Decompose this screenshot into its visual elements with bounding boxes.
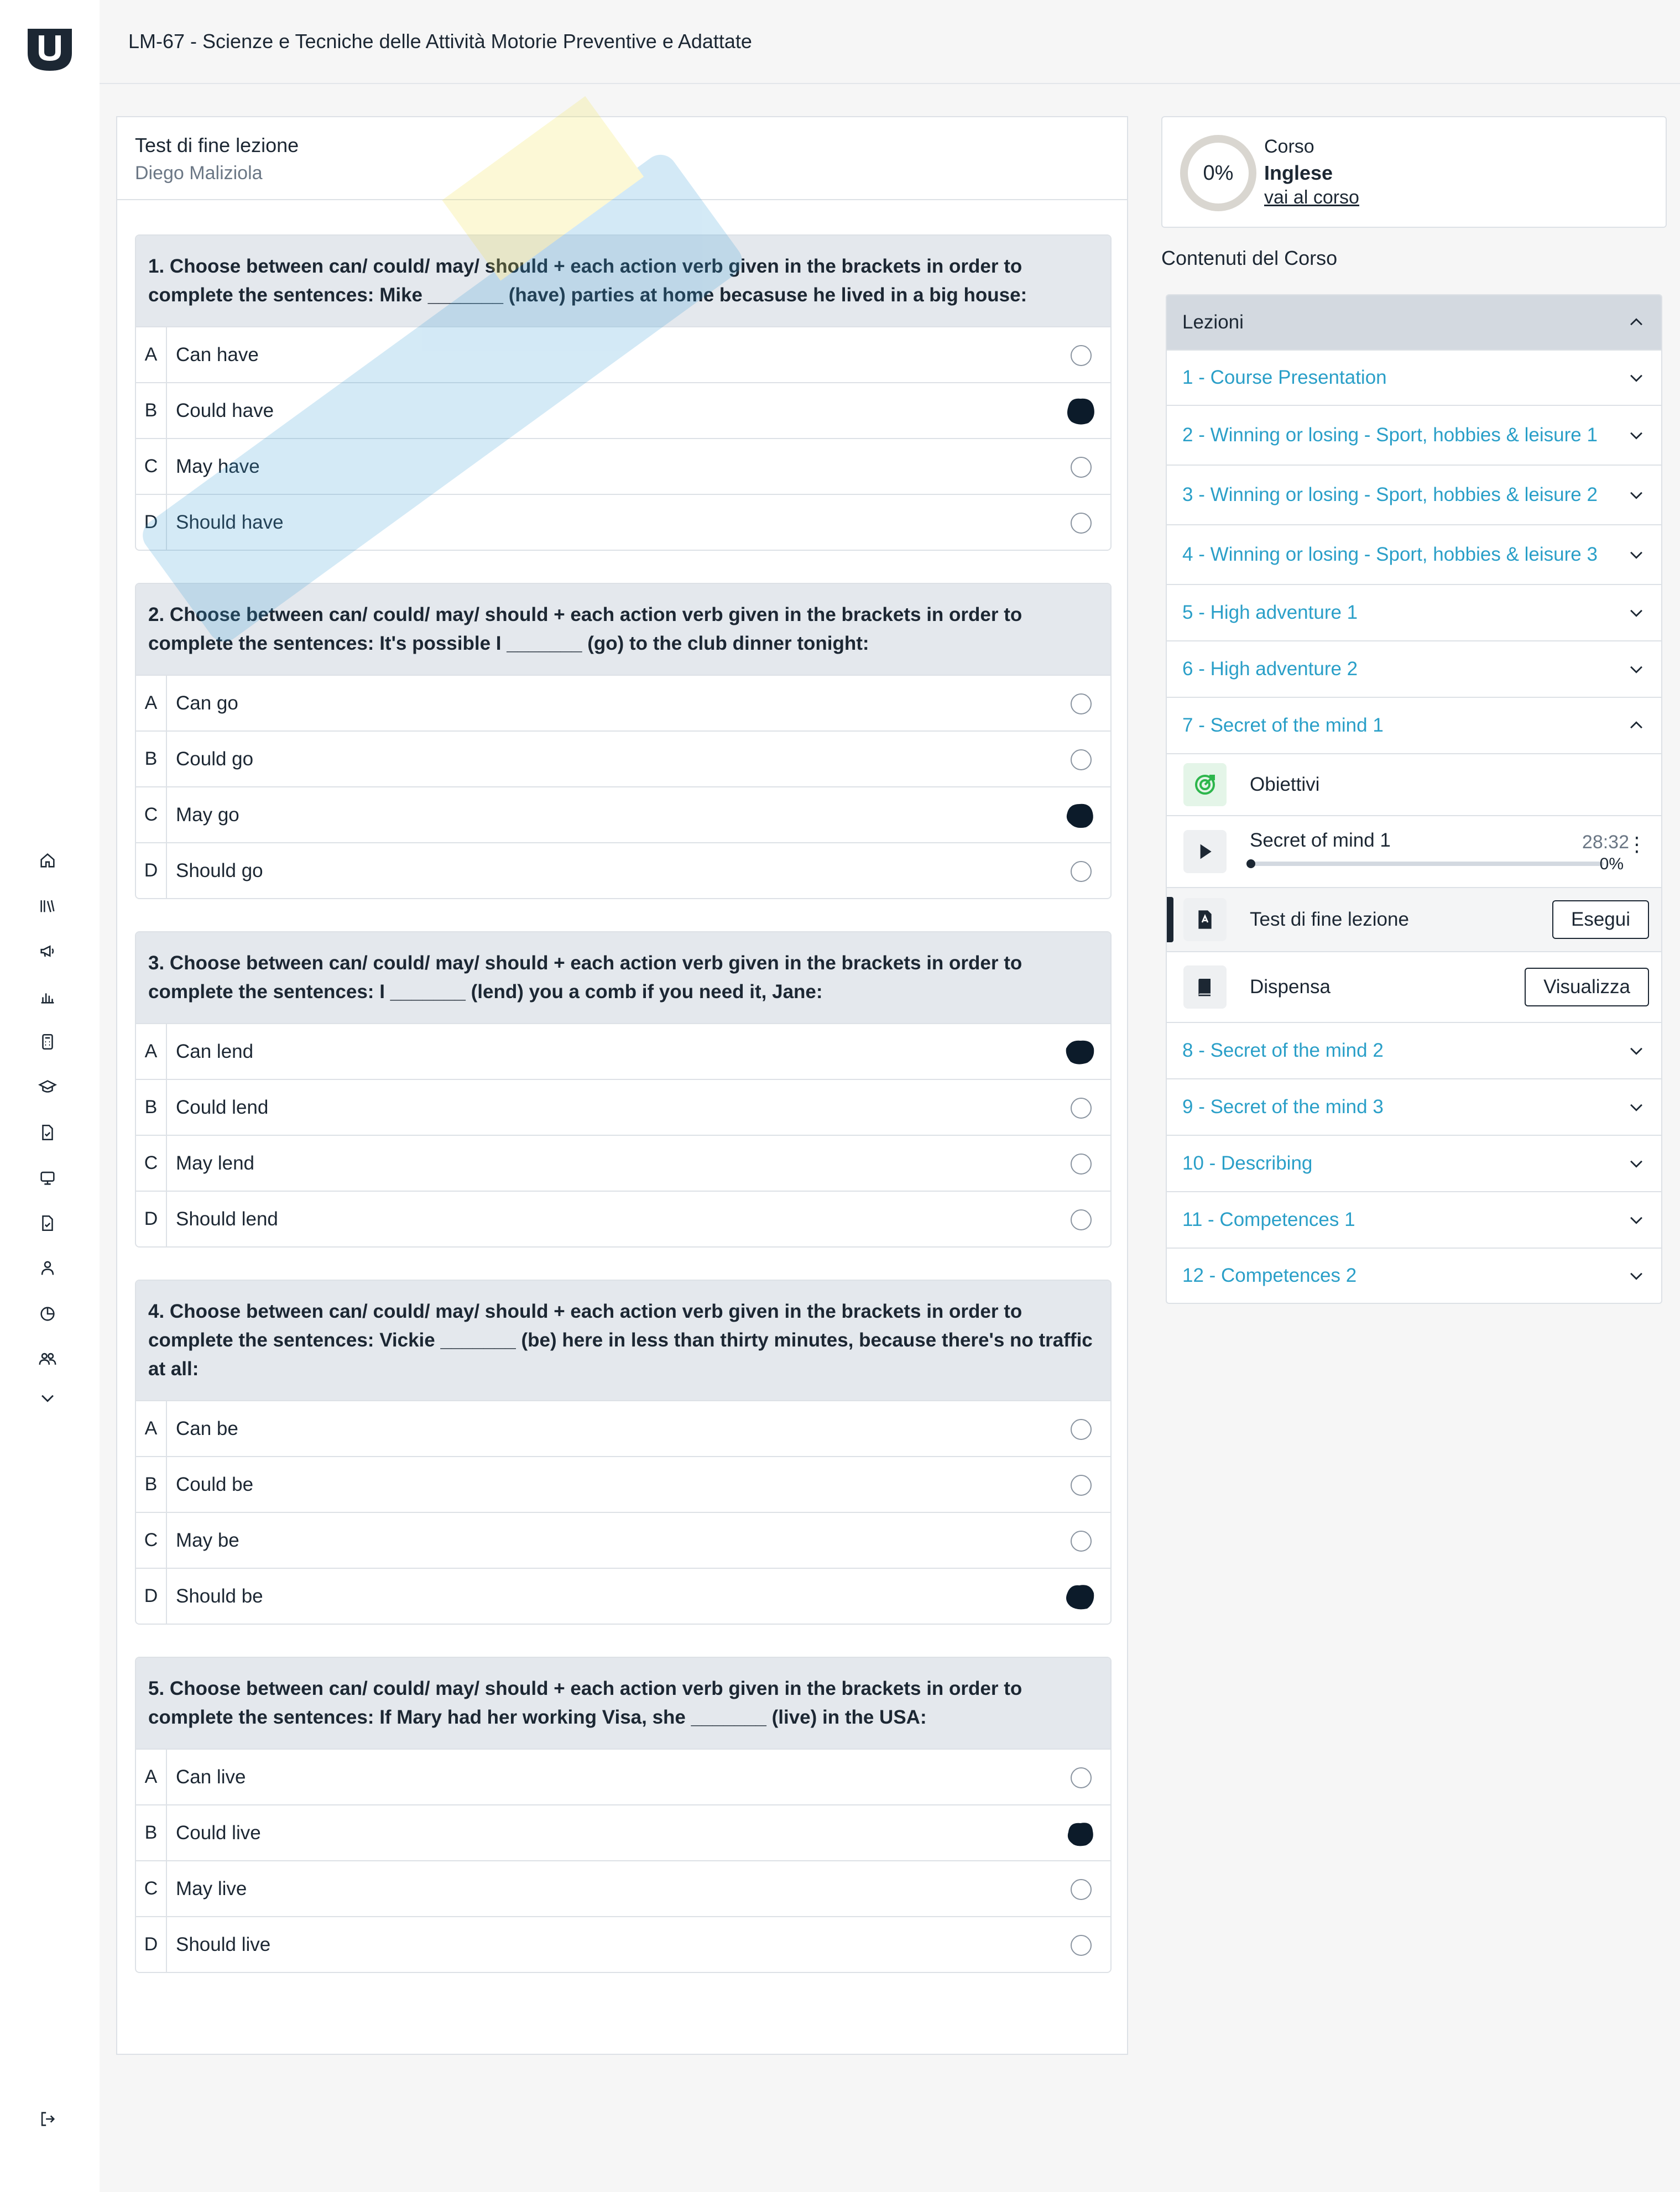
lesson-label: 4 - Winning or losing - Sport, hobbies & leisure 3 — [1182, 544, 1598, 565]
radio-button[interactable] — [1071, 345, 1092, 366]
lesson-item[interactable] — [1167, 1191, 1661, 1248]
lessons-header-label: Lezioni — [1182, 311, 1244, 333]
chevron-down-icon — [1627, 486, 1646, 504]
video-progress-track[interactable] — [1250, 862, 1604, 866]
lesson-label: 8 - Secret of the mind 2 — [1182, 1040, 1384, 1061]
option-d[interactable] — [136, 494, 1110, 550]
home-icon[interactable] — [36, 849, 59, 871]
group-icon[interactable] — [36, 1348, 59, 1370]
test-title: Test di fine lezione — [135, 134, 299, 156]
lesson-label: 10 - Describing — [1182, 1152, 1313, 1174]
option-a[interactable] — [136, 675, 1110, 730]
radio-button[interactable] — [1071, 1879, 1092, 1900]
option-label: Could live — [176, 1822, 261, 1844]
option-label: Can live — [176, 1766, 246, 1788]
option-letter: B — [136, 383, 167, 438]
progress-percent: 0% — [1203, 161, 1234, 185]
option-letter: C — [136, 439, 167, 494]
lesson-label: 9 - Secret of the mind 3 — [1182, 1096, 1384, 1118]
stats-icon[interactable] — [36, 985, 59, 1008]
option-letter: B — [136, 1805, 167, 1860]
question-text: 1. Choose between can/ could/ may/ should + each action verb given in the brackets in order to complete the sentences: Mike _______ (have) parties at home becasuse he lived in a big house: — [136, 236, 1110, 326]
option-label: Should be — [176, 1585, 263, 1607]
chevron-up-icon — [1627, 716, 1646, 735]
option-letter: C — [136, 1136, 167, 1191]
option-b[interactable] — [136, 382, 1110, 438]
option-label: May live — [176, 1877, 247, 1899]
option-d[interactable] — [136, 1568, 1110, 1624]
chevron-down-icon — [1627, 1266, 1646, 1285]
monitor-icon[interactable] — [36, 1167, 59, 1189]
radio-button[interactable] — [1071, 1098, 1092, 1119]
quiz-document-icon — [1183, 898, 1227, 941]
test-label: Test di fine lezione — [1250, 909, 1409, 930]
lesson-item[interactable] — [1167, 1078, 1661, 1135]
option-letter: A — [136, 1750, 167, 1804]
megaphone-icon[interactable] — [36, 940, 59, 962]
radio-button[interactable] — [1071, 1767, 1092, 1788]
question-text: 3. Choose between can/ could/ may/ should + each action verb given in the brackets in order to complete the sentences: I _______ (lend) you a comb if you need it, Jane: — [136, 932, 1110, 1023]
video-progress-handle[interactable] — [1246, 859, 1255, 868]
option-c[interactable] — [136, 786, 1110, 842]
calculator-icon[interactable] — [36, 1031, 59, 1053]
option-label: May go — [176, 803, 239, 826]
radio-selected-mark[interactable] — [1064, 1818, 1096, 1849]
chevron-down-icon — [1627, 1154, 1646, 1173]
lesson-item[interactable] — [1167, 524, 1661, 584]
option-b[interactable] — [136, 730, 1110, 786]
option-label: Should lend — [176, 1208, 278, 1230]
video-label: Secret of mind 1 — [1250, 829, 1391, 851]
handout-label: Dispensa — [1250, 976, 1331, 998]
chevron-down-icon — [1627, 545, 1646, 564]
option-c[interactable] — [136, 438, 1110, 494]
university-logo[interactable] — [24, 25, 75, 74]
option-label: Could lend — [176, 1096, 269, 1118]
course-kicker: Corso — [1264, 136, 1314, 157]
question-2 — [135, 583, 1112, 899]
chevron-down-icon — [1627, 368, 1646, 387]
option-label: Can go — [176, 692, 238, 714]
objectives-label: Obiettivi — [1250, 774, 1320, 795]
kebab-menu-icon[interactable]: ⋮ — [1627, 833, 1647, 855]
course-name: Inglese — [1264, 161, 1333, 184]
video-progress-percent: 0% — [1599, 855, 1624, 873]
option-letter: C — [136, 787, 167, 842]
run-test-button[interactable]: Esegui — [1552, 900, 1649, 939]
option-label: May lend — [176, 1152, 255, 1174]
radio-button[interactable] — [1071, 1531, 1092, 1552]
option-d[interactable] — [136, 1916, 1110, 1972]
lesson-item[interactable] — [1167, 349, 1661, 405]
option-d[interactable] — [136, 1191, 1110, 1246]
sidebar — [0, 0, 100, 2192]
test-card — [116, 116, 1128, 2055]
user-icon[interactable] — [36, 1257, 59, 1280]
radio-button[interactable] — [1071, 513, 1092, 534]
option-label: Should live — [176, 1933, 271, 1955]
question-5 — [135, 1657, 1112, 1973]
logout-icon[interactable] — [36, 2108, 59, 2130]
pie-chart-icon[interactable] — [36, 1303, 59, 1325]
question-4 — [135, 1280, 1112, 1625]
option-letter: A — [136, 327, 167, 382]
option-b[interactable] — [136, 1456, 1110, 1512]
lesson-label: 5 - High adventure 1 — [1182, 602, 1358, 623]
lessons-header[interactable] — [1167, 295, 1661, 349]
option-letter: B — [136, 732, 167, 786]
lesson-label: 6 - High adventure 2 — [1182, 658, 1358, 680]
option-label: Could have — [176, 399, 274, 421]
radio-button[interactable] — [1071, 861, 1092, 882]
chevron-up-icon — [1627, 313, 1646, 332]
option-label: Can be — [176, 1417, 238, 1439]
option-c[interactable] — [136, 1512, 1110, 1568]
option-b[interactable] — [136, 1079, 1110, 1135]
question-1 — [135, 234, 1112, 551]
video-duration: 28:32 — [1582, 832, 1629, 853]
option-a[interactable] — [136, 326, 1110, 382]
option-c[interactable] — [136, 1135, 1110, 1191]
option-label: Should go — [176, 859, 263, 881]
lessons-accordion — [1166, 294, 1662, 1304]
option-letter: D — [136, 495, 167, 550]
chevron-down-icon[interactable] — [36, 1387, 59, 1409]
chevron-down-icon — [1627, 1210, 1646, 1229]
graduation-cap-icon[interactable] — [36, 1076, 59, 1098]
question-text: 2. Choose between can/ could/ may/ should + each action verb given in the brackets in order to complete the sentences: It's possible I _______ (go) to the club dinner tonight: — [136, 584, 1110, 675]
play-icon[interactable] — [1183, 830, 1227, 873]
test-author: Diego Maliziola — [135, 163, 263, 184]
course-card — [1161, 116, 1667, 228]
video-item[interactable] — [1167, 815, 1661, 887]
lesson-item[interactable] — [1167, 584, 1661, 640]
option-letter: A — [136, 1401, 167, 1456]
question-3 — [135, 931, 1112, 1248]
lesson-item[interactable] — [1167, 640, 1661, 697]
option-letter: A — [136, 1024, 167, 1079]
radio-button[interactable] — [1071, 1475, 1092, 1496]
degree-title: LM-67 - Scienze e Tecniche delle Attività Motorie Preventive e Adattate — [128, 30, 752, 53]
option-label: May be — [176, 1529, 239, 1551]
option-label: Can have — [176, 343, 259, 366]
radio-selected-mark[interactable] — [1064, 1581, 1096, 1612]
lesson-item[interactable] — [1167, 1248, 1661, 1303]
option-letter: C — [136, 1513, 167, 1568]
radio-button[interactable] — [1071, 1935, 1092, 1956]
top-header — [100, 0, 1680, 84]
option-letter: D — [136, 1569, 167, 1624]
radio-button[interactable] — [1071, 693, 1092, 714]
chevron-down-icon — [1627, 426, 1646, 445]
option-label: Could be — [176, 1473, 254, 1495]
option-label: May have — [176, 455, 260, 477]
option-label: Can lend — [176, 1040, 254, 1062]
chevron-down-icon — [1627, 1041, 1646, 1060]
question-text: 5. Choose between can/ could/ may/ should + each action verb given in the brackets in order to complete the sentences: If Mary had her working Visa, she _______ (live) in the USA: — [136, 1658, 1110, 1749]
view-handout-button[interactable]: Visualizza — [1525, 968, 1649, 1006]
lesson-label: 11 - Competences 1 — [1182, 1209, 1355, 1230]
target-icon — [1183, 763, 1227, 806]
option-a[interactable] — [136, 1023, 1110, 1079]
option-a[interactable] — [136, 1400, 1110, 1456]
library-icon[interactable] — [36, 895, 59, 917]
option-letter: A — [136, 676, 167, 730]
document-check-icon[interactable] — [36, 1121, 59, 1144]
chevron-down-icon — [1627, 660, 1646, 679]
option-b[interactable] — [136, 1804, 1110, 1860]
radio-selected-mark[interactable] — [1064, 395, 1096, 426]
option-letter: B — [136, 1457, 167, 1512]
option-letter: D — [136, 843, 167, 898]
lesson-label: 3 - Winning or losing - Sport, hobbies & leisure 2 — [1182, 484, 1598, 505]
radio-button[interactable] — [1071, 1419, 1092, 1440]
radio-selected-mark[interactable] — [1064, 800, 1096, 831]
lesson-item-expanded[interactable] — [1167, 697, 1661, 753]
lesson-label: 12 - Competences 2 — [1182, 1265, 1357, 1286]
radio-selected-mark[interactable] — [1064, 1036, 1096, 1067]
book-icon — [1183, 965, 1227, 1009]
option-label: Should have — [176, 511, 284, 533]
option-c[interactable] — [136, 1860, 1110, 1916]
go-to-course-link[interactable]: vai al corso — [1264, 187, 1359, 208]
radio-button[interactable] — [1071, 749, 1092, 770]
handout-item[interactable] — [1167, 951, 1661, 1022]
contents-title: Contenuti del Corso — [1161, 247, 1338, 269]
option-letter: B — [136, 1080, 167, 1135]
lesson-item[interactable] — [1167, 405, 1661, 465]
radio-button[interactable] — [1071, 457, 1092, 478]
option-letter: D — [136, 1192, 167, 1246]
radio-button[interactable] — [1071, 1154, 1092, 1175]
option-d[interactable] — [136, 842, 1110, 898]
radio-button[interactable] — [1071, 1209, 1092, 1230]
chevron-down-icon — [1627, 1098, 1646, 1116]
chevron-down-icon — [1627, 603, 1646, 622]
objectives-item[interactable] — [1167, 753, 1661, 815]
option-letter: C — [136, 1861, 167, 1916]
test-header — [117, 117, 1127, 200]
question-text: 4. Choose between can/ could/ may/ should + each action verb given in the brackets in order to complete the sentences: Vickie _______ (be) here in less than thirty minutes, because there's no traffic at all: — [136, 1281, 1110, 1400]
option-a[interactable] — [136, 1749, 1110, 1804]
lesson-item[interactable] — [1167, 1022, 1661, 1078]
certificate-icon[interactable] — [36, 1212, 59, 1234]
test-item[interactable] — [1167, 887, 1661, 951]
lesson-label: 2 - Winning or losing - Sport, hobbies & leisure 1 — [1182, 424, 1598, 446]
lesson-item[interactable] — [1167, 1135, 1661, 1191]
option-label: Could go — [176, 748, 254, 770]
lesson-label: 7 - Secret of the mind 1 — [1182, 714, 1384, 736]
lesson-label: 1 - Course Presentation — [1182, 367, 1387, 388]
option-letter: D — [136, 1917, 167, 1972]
lesson-item[interactable] — [1167, 465, 1661, 524]
active-indicator — [1167, 897, 1173, 942]
